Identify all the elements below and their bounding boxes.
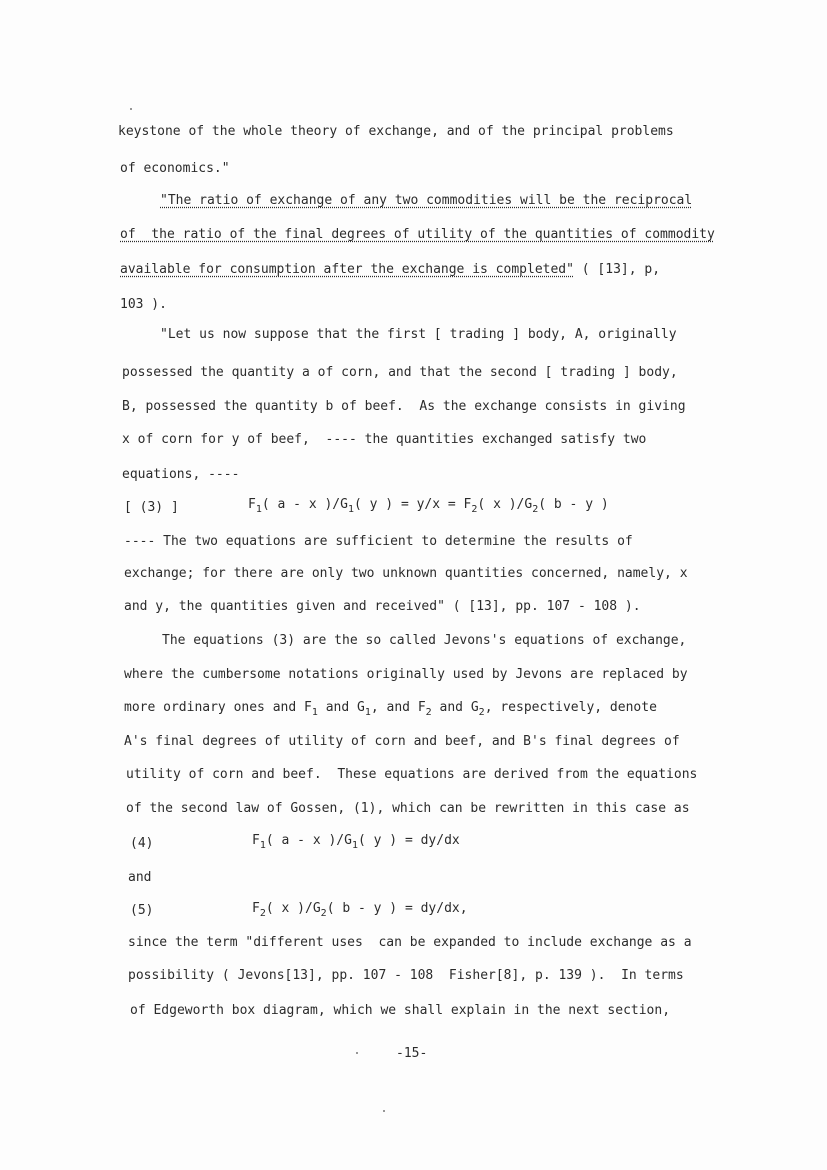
equation-label: (5)	[130, 903, 154, 918]
text-line: B, possessed the quantity b of beef. As the exchange consists in giving	[122, 399, 686, 414]
text-line: of Edgeworth box diagram, which we shall explain in the next section,	[130, 1003, 671, 1018]
equation-label: (4)	[130, 836, 154, 851]
text-line: The equations (3) are the so called Jevons's equations of exchange,	[162, 633, 687, 648]
text-line: 103 ).	[120, 297, 167, 312]
scan-speck	[356, 1052, 358, 1054]
text-line: keystone of the whole theory of exchange, and of the principal problems	[118, 124, 674, 139]
text-line: possessed the quantity a of corn, and that the second [ trading ] body,	[122, 365, 678, 380]
text-line: A's final degrees of utility of corn and beef, and B's final degrees of	[124, 734, 680, 749]
equation-label: [ (3) ]	[124, 500, 179, 515]
equation-5: $F_2$( x )$/G_2$( b - y ) = dy/dx,	[252, 901, 468, 919]
quote-line	[120, 262, 660, 278]
equation-3: $F_1$( a - x )$/G_1$( y ) = $y/x = F_2$( x )$/G_2$( b - y )	[248, 497, 609, 515]
text-line: and	[128, 870, 152, 885]
scan-speck	[383, 1110, 385, 1112]
text-line: possibility ( Jevons[13], pp. 107 - 108 Fisher[8], p. 139 ). In terms	[128, 968, 684, 983]
text-line: utility of corn and beef. These equations are derived from the equations	[126, 767, 698, 782]
quote-line: "The ratio of exchange of any two commodities will be the reciprocal	[160, 193, 693, 208]
text-line: of economics."	[120, 161, 230, 176]
underlined-quote: available for consumption after the exchange is completed"	[120, 262, 574, 277]
scan-speck	[130, 108, 132, 110]
page-number: -15-	[396, 1046, 428, 1061]
text-line: where the cumbersome notations originally used by Jevons are replaced by	[124, 667, 688, 682]
text-line: of the second law of Gossen, (1), which can be rewritten in this case as	[126, 801, 690, 816]
citation: ( [13], p,	[573, 262, 661, 277]
text-line: "Let us now suppose that the first [ trading ] body, A, originally	[160, 327, 677, 342]
equation-4: $F_1$( a - x )$/G_1$( y ) = dy/dx	[252, 833, 460, 851]
text-line: more ordinary ones and $F_1$ and $G_1$, and $F_2$ and $G_2$, respectively, denote	[124, 700, 657, 718]
text-line: equations, ----	[122, 467, 240, 482]
text-line: since the term "different uses can be expanded to include exchange as a	[128, 935, 692, 950]
text-line: and y, the quantities given and received" ( [13], pp. 107 - 108 ).	[124, 599, 641, 614]
text-line: x of corn for y of beef, ---- the quantities exchanged satisfy two	[122, 432, 647, 447]
text-line: exchange; for there are only two unknown quantities concerned, namely, x	[124, 566, 688, 581]
quote-line: of the ratio of the final degrees of utility of the quantities of commodity	[120, 227, 715, 242]
text-line: ---- The two equations are sufficient to determine the results of	[124, 534, 633, 549]
